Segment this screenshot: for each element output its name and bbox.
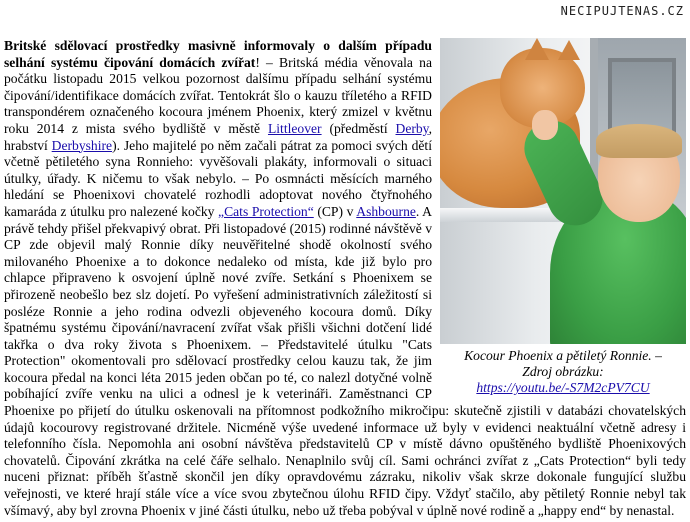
article-text-6: . A právě tehdy přišel překvapivý obrat. Při listopadové (2015) rodinné návštěvě v CP zde objevil malý Ronnie díky neuvěřitelné shodě okolností svého milovaného Phoenixe a to dokonce nedaleko od místa, kde již bylo pro chlapce připraveno k osvojení úplně nové zvíře. Setkání s Phoenixem se přirozeně neobešlo bez slz dojetí. Po vyřešení administrativních záležitostí si posléze Ronnie a jeho rodina odvezli objeveného kocoura domů. Díky špatnému systému čipování/navracení zvířat však přišli všichni dotčení lidé takřka o dva roky života s Phoenixem. – Představitelé útulku "Cats Protection" okomentovali pro sdělovací prostředky celou kauzu tak, že jim kocoura předal na konci léta 2015 jeden občan po té, co nalezl dotyčné volně pobíhající zvíře venku na ulici a odnesl je k veterináři. Zaměstnanci CP Phoenixe po přijetí do útulku oskenovali na přítomnost podkožního mikročipu: skutečně zjistili v databázi chovatelských údajů kocourovy registrované držitele. Nicméně výše uvedené informace už byly v evidenci neaktuální včetně adresy i telefonního čísla. Nepomohla ani osobní návštěva představitelů CP v místě dávno opuštěného bydliště Phoenixových chovatelů. Čipování zkrátka na celé čáře selhalo. Nenaplnilo svůj cíl. Sami ochránci zvířat z „Cats Protection“ byli tedy nuceni přiznat: příběh šťastně skončil jen díky opravdovému zázraku, nikoliv však skrze dokonale fungující službu veřejnosti, ve které hrají stále více a více svou zbytečnou úlohu RFID čipy. Vždyť stačilo, aby pětiletý Ronnie nebyl tak všímavý, aby byl zrovna Phoenix v jiné části útulku, nebo už třeba pobýval v úplně nové rodině a „happy end“ by nenastal. bbox=[4, 203, 686, 518]
article-text-4: ). Jeho majitelé po něm začali pátrat za pomoci svých dětí včetně pětiletého syna Ronnieho: vyvěšovali plakáty, informovali o situaci útulky, úřady. K ničemu to však nebylo. – Po osmnácti měsících marného hledání se Phoenixovi chovatelé rozhodli adoptovat nového čtyřnohého kamaráda z útulku pro nalezené kočky bbox=[4, 137, 432, 219]
caption-line-2: Zdroj obrázku: bbox=[522, 364, 604, 379]
caption-line-1: Kocour Phoenix a pětiletý Ronnie. – bbox=[464, 348, 662, 363]
article-text-2: (předměstí bbox=[321, 120, 396, 136]
link-ashbourne[interactable]: Ashbourne bbox=[356, 203, 416, 219]
article-headline: Britské sdělovací prostředky masivně informovaly o dalším případu selhání systému čipování domácích zvířat bbox=[4, 38, 432, 70]
link-derbyshire[interactable]: Derbyshire bbox=[51, 137, 113, 153]
link-derby[interactable]: Derby bbox=[395, 120, 429, 136]
link-cats-protection[interactable]: „Cats Protection“ bbox=[218, 203, 314, 219]
article-figure bbox=[440, 38, 686, 395]
article-text-5: (CP) v bbox=[313, 203, 357, 219]
link-littleover[interactable]: Littleover bbox=[267, 120, 322, 136]
source-link[interactable]: https://youtu.be/-S7M2cPV7CU bbox=[476, 380, 650, 395]
article bbox=[4, 38, 686, 519]
article-text-3: , hrabství bbox=[4, 120, 432, 153]
site-brand: NECIPUJTENAS.CZ bbox=[560, 4, 684, 18]
photo-cat-and-boy bbox=[440, 38, 686, 344]
article-text-1: ! – Britská média věnovala na počátku listopadu 2015 velkou pozornost dalšímu případu selhání systému čipování/identifikace domácích zvířat. Tentokrát šlo o kauzu tříletého a RFID transpondérem označeného kocoura jménem Phoenix, který zmizel v květnu roku 2014 z mista svého bydliště v městě bbox=[4, 54, 432, 136]
figure-caption bbox=[440, 344, 686, 396]
